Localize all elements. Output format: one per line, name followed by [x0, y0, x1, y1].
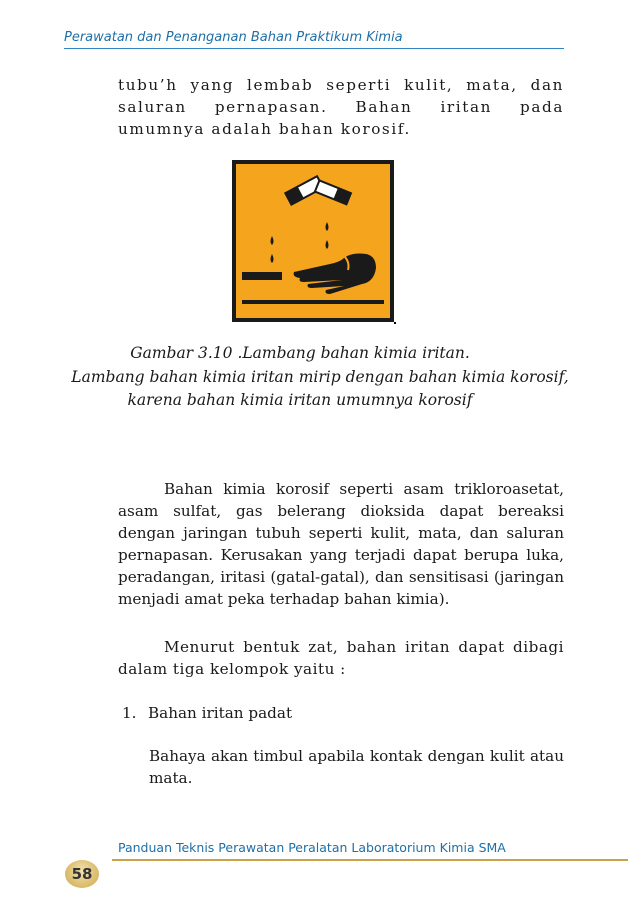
body-paragraph: Menurut bentuk zat, bahan iritan dapat dibagi dalam tiga kelompok yaitu :	[118, 638, 564, 678]
header-divider	[64, 48, 564, 49]
figure-dot	[394, 322, 396, 324]
caption-line-2: Lambang bahan kimia iritan mirip dengan bahan kimia korosif,	[71, 368, 569, 386]
intro-paragraph: tubu’h yang lembab seperti kulit, mata, dan saluran pernapasan. Bahan iritan pada umumnya adalah bahan korosif.	[118, 76, 564, 138]
footer-title: Panduan Teknis Perawatan Peralatan Laboratorium Kimia SMA	[118, 840, 506, 855]
corrosive-hazard-icon	[232, 160, 394, 322]
footer-divider	[112, 859, 628, 861]
list-item-title: Bahan iritan padat	[148, 704, 293, 722]
list-item-number: 1.	[122, 704, 137, 722]
body-paragraph: Bahan kimia korosif seperti asam trikloroasetat, asam sulfat, gas belerang dioksida dapat bereaksi dengan jaringan tubuh seperti kulit, mata, dan saluran pernapasan. Kerusakan yang terjadi dapat berupa luka, peradangan, iritasi (gatal-gatal), dan sensitisasi (jaringan menjadi amat peka terhadap bahan kimia).	[118, 480, 564, 608]
running-header-title: Perawatan dan Penanganan Bahan Praktikum Kimia	[64, 30, 403, 45]
caption-line-1: Gambar 3.10 .Lambang bahan kimia iritan.	[130, 344, 470, 362]
list-item-body: Bahaya akan timbul apabila kontak dengan kulit atau mata.	[149, 747, 564, 787]
page-number: 58	[65, 860, 99, 888]
list-item	[122, 704, 292, 722]
caption-line-3: karena bahan kimia iritan umumnya korosif	[127, 391, 473, 409]
corrosive-hazard-svg	[232, 160, 394, 322]
